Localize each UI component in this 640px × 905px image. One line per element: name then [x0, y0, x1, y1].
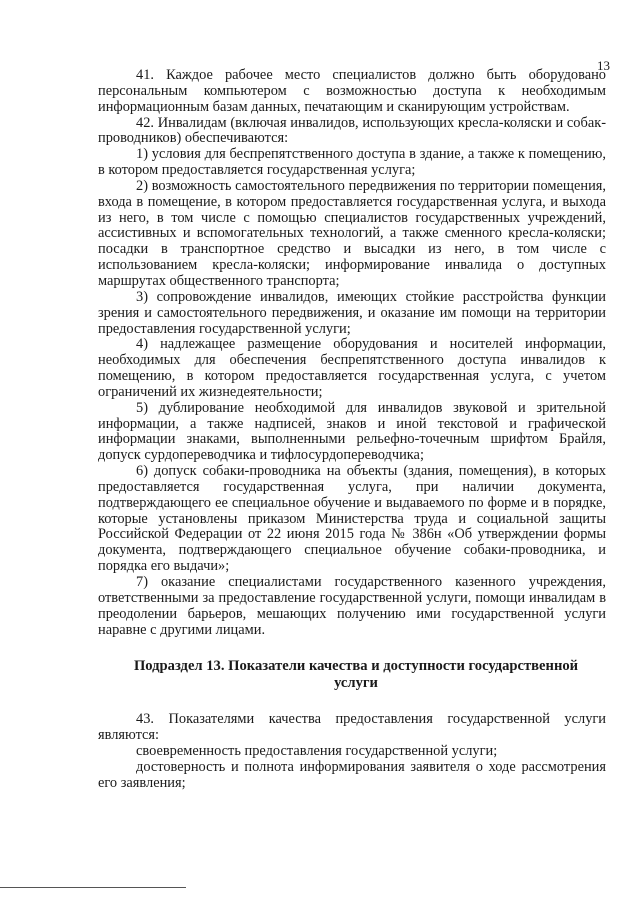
- list-item-3: 3) сопровождение инвалидов, имеющих стойкие расстройства функции зрения и самостоятельного передвижения, и оказание им помощи на территории предоставления государственной услуги;: [98, 288, 606, 337]
- page-body: [98, 68, 606, 792]
- footnote-separator-line: [0, 887, 186, 888]
- paragraph-41: 41. Каждое рабочее место специалистов должно быть оборудовано персональным компьютером с возможностью доступа к необходимым информационным базам данных, печатающим и сканирующим устройствам.: [98, 67, 606, 115]
- list-item-5: 5) дублирование необходимой для инвалидов звуковой и зрительной информации, а также надписей, знаков и иной текстовой и графической информации знаками, выполненными рельефно-точечным шрифтом Брайля, допуск сурдопереводчика и тифлосурдопереводчика;: [98, 399, 606, 464]
- quality-indicator-timeliness: своевременность предоставления государственной услуги;: [136, 743, 498, 760]
- subsection-heading: Подраздел 13. Показатели качества и доступности государственной услуги: [133, 658, 579, 692]
- page-number: 13: [597, 58, 610, 73]
- list-item-6: 6) допуск собаки-проводника на объекты (здания, помещения), в которых предоставляется государственная услуга, при наличии документа, подтверждающего ее специальное обучение и выдаваемого по форме и в порядке, которые установлены приказом Министерства труда и социальной защиты Российской Федерации от 22 июня 2015 года № 386н «Об утверждении формы документа, подтверждающего специальное обучение собаки-проводника, и порядка его выдачи»;: [98, 463, 606, 575]
- list-item-7: 7) оказание специалистами государственного казенного учреждения, ответственными за предоставление государственной услуги, помощи инвалидам в преодолении барьеров, мешающих получению ими государственной услуги наравне с другими лицами.: [98, 574, 606, 638]
- list-item-4: 4) надлежащее размещение оборудования и носителей информации, необходимых для обеспечения беспрепятственного доступа инвалидов к помещению, в котором предоставляется государственная услуга, с учетом ограничений их жизнедеятельности;: [98, 336, 606, 400]
- paragraph-42: 42. Инвалидам (включая инвалидов, использующих кресла-коляски и собак-проводников) обеспечиваются:: [98, 114, 606, 147]
- quality-indicator-reliability: достоверность и полнота информирования заявителя о ходе рассмотрения его заявления;: [98, 758, 606, 791]
- list-item-2: 2) возможность самостоятельного передвижения по территории помещения, входа в помещение, в котором предоставляется государственная услуга, и выхода из него, в том числе с помощью специалистов государственных учреждений, ассистивных и вспомогательных технологий, а также сменного кресла-коляски; посадки в транспортное средство и высадки из него, в том числе с использованием кресла-коляски; информирование инвалида о доступных маршрутах общественного транспорта;: [98, 177, 606, 289]
- list-item-1: 1) условия для беспрепятственного доступа в здание, а также к помещению, в котором предоставляется государственная услуга;: [98, 146, 606, 179]
- paragraph-43: 43. Показателями качества предоставления государственной услуги являются:: [98, 711, 606, 744]
